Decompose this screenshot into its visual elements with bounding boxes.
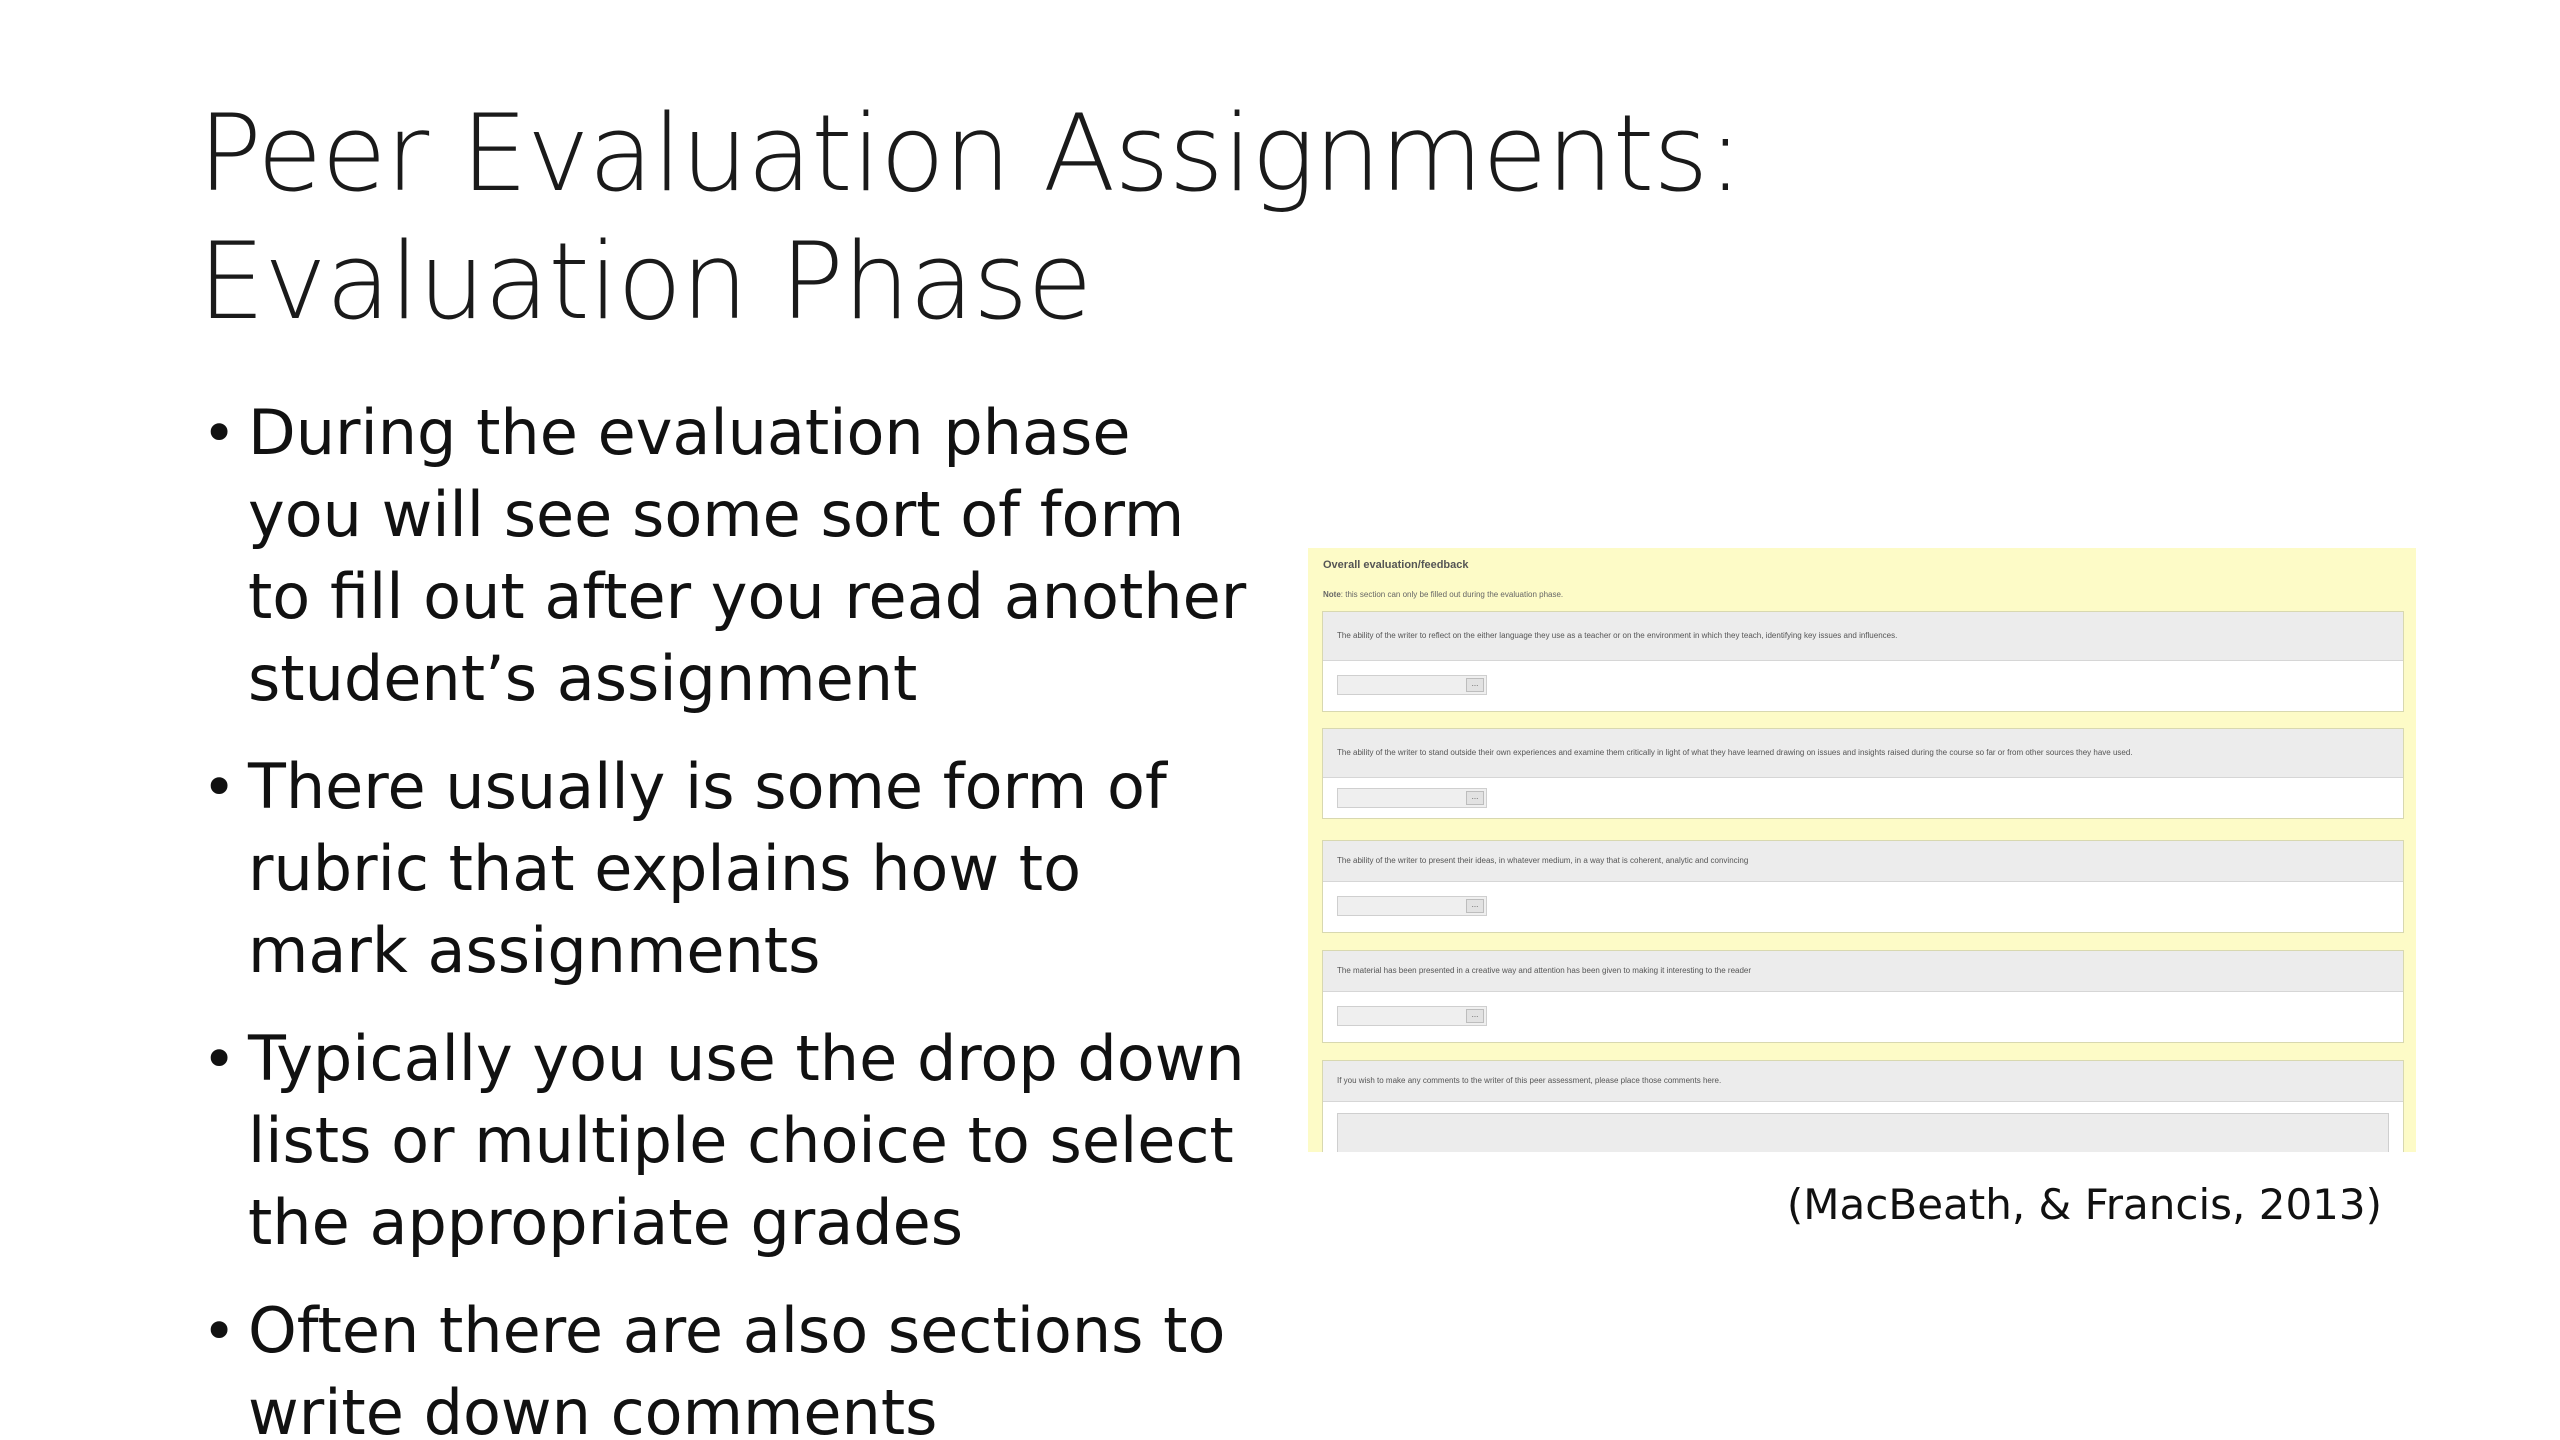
form-note-label: Note xyxy=(1323,590,1341,599)
grade-dropdown[interactable] xyxy=(1337,896,1487,916)
bullet-icon: • xyxy=(202,1025,237,1093)
form-note-text: : this section can only be filled out during the evaluation phase. xyxy=(1340,590,1564,599)
question-block xyxy=(1322,728,2404,819)
question-answer-area xyxy=(1323,992,2403,1042)
slide-title xyxy=(198,90,1743,346)
grade-dropdown[interactable] xyxy=(1337,788,1487,808)
question-block xyxy=(1322,840,2404,933)
bullet-icon: • xyxy=(202,753,237,821)
bullet-text: Typically you use the drop down lists or multiple choice to select the appropriate grades xyxy=(248,1022,1245,1259)
bullet-text: There usually is some form of rubric that explains how to mark assignments xyxy=(248,750,1167,987)
grade-dropdown[interactable] xyxy=(1337,1006,1487,1026)
form-heading: Overall evaluation/feedback xyxy=(1323,559,1469,571)
question-text: The ability of the writer to stand outside their own experiences and examine them critically in light of what they have learned drawing on issues and insights raised during the course so far or from other sources they have used. xyxy=(1323,729,2403,778)
dropdown-arrow-icon: ... xyxy=(1466,791,1484,805)
bullet-item xyxy=(198,746,1258,992)
form-note xyxy=(1323,590,1563,599)
slide-title-line-2: Evaluation Phase xyxy=(198,220,1092,343)
citation: (MacBeath, & Francis, 2013) xyxy=(1786,1180,2382,1229)
question-answer-area xyxy=(1323,661,2403,711)
question-text: The ability of the writer to present their ideas, in whatever medium, in a way that is coherent, analytic and convincing xyxy=(1323,841,2403,882)
dropdown-arrow-icon: ... xyxy=(1466,1009,1484,1023)
comment-block xyxy=(1322,1060,2404,1152)
comment-textarea[interactable] xyxy=(1337,1113,2389,1152)
bullet-icon: • xyxy=(202,1297,237,1365)
question-text: The material has been presented in a creative way and attention has been given to making it interesting to the reader xyxy=(1323,951,2403,992)
question-answer-area xyxy=(1323,778,2403,818)
bullet-item xyxy=(198,1018,1258,1264)
evaluation-form-screenshot xyxy=(1308,548,2416,1152)
question-answer-area xyxy=(1323,882,2403,932)
question-block xyxy=(1322,611,2404,712)
question-text: The ability of the writer to reflect on the either language they use as a teacher or on the environment in which they teach, identifying key issues and influences. xyxy=(1323,612,2403,661)
dropdown-arrow-icon: ... xyxy=(1466,899,1484,913)
bullet-list xyxy=(198,392,1258,1440)
bullet-text: Often there are also sections to write down comments xyxy=(248,1294,1226,1440)
dropdown-arrow-icon: ... xyxy=(1466,678,1484,692)
comment-prompt: If you wish to make any comments to the writer of this peer assessment, please place those comments here. xyxy=(1323,1061,2403,1102)
bullet-icon: • xyxy=(202,399,237,467)
grade-dropdown[interactable] xyxy=(1337,675,1487,695)
bullet-text: During the evaluation phase you will see some sort of form to fill out after you read another student’s assignment xyxy=(248,396,1247,715)
question-block xyxy=(1322,950,2404,1043)
bullet-item xyxy=(198,1290,1258,1440)
bullet-item xyxy=(198,392,1258,720)
slide-title-line-1: Peer Evaluation Assignments: xyxy=(198,92,1743,215)
